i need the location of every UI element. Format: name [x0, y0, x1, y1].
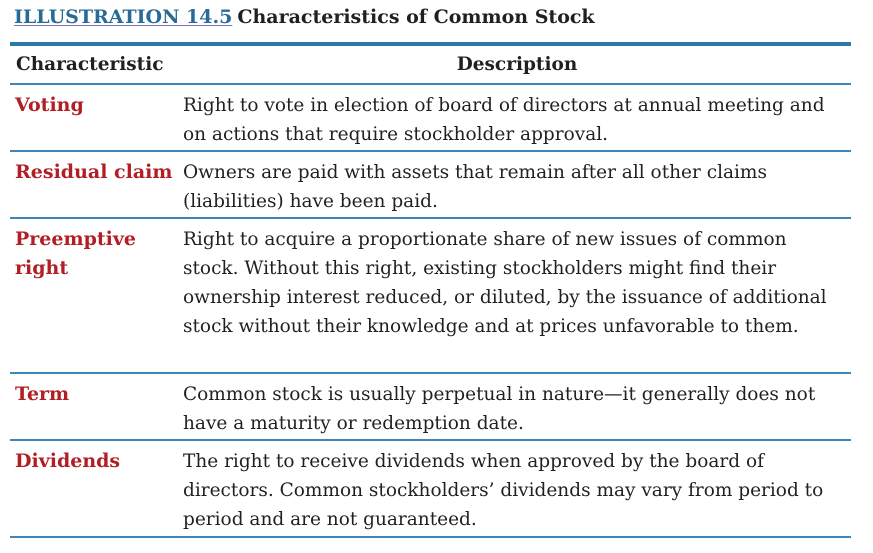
- table-header-row: [10, 46, 851, 83]
- header-characteristic: Characteristic: [16, 54, 164, 75]
- characteristics-table: [10, 42, 851, 538]
- illustration-label[interactable]: ILLUSTRATION 14.5: [14, 6, 233, 28]
- illustration-title: [14, 4, 595, 30]
- row-description: The right to receive dividends when approved by the board of directors. Common stockholders’ dividends may vary from period to period and are not guaranteed.: [183, 451, 824, 530]
- illustration-heading: Characteristics of Common Stock: [237, 6, 595, 28]
- row-characteristic: Voting: [15, 94, 84, 116]
- table-bottom-rule: [10, 536, 851, 538]
- row-characteristic: Term: [15, 383, 70, 405]
- row-characteristic: Preemptive right: [15, 228, 136, 279]
- header-description: Description: [456, 54, 578, 75]
- row-characteristic: Residual claim: [15, 161, 173, 183]
- row-description: Right to vote in election of board of directors at annual meeting and on actions that require stockholder approval.: [183, 95, 825, 145]
- table-row-residual-claim: [10, 152, 851, 217]
- row-description: Common stock is usually perpetual in nature—it generally does not have a maturity or redemption date.: [183, 384, 816, 434]
- table-row-dividends: [10, 441, 851, 536]
- table-row-voting: [10, 85, 851, 150]
- row-description: Owners are paid with assets that remain after all other claims (liabilities) have been paid.: [183, 162, 767, 212]
- table-row-term: [10, 374, 851, 439]
- row-description: Right to acquire a proportionate share of new issues of common stock. Without this right, existing stockholders might find their ownership interest reduced, or diluted, by the issuance of additional stock without their knowledge and at prices unfavorable to them.: [183, 229, 827, 337]
- table-row-preemptive-right: [10, 219, 851, 372]
- row-characteristic: Dividends: [15, 450, 121, 472]
